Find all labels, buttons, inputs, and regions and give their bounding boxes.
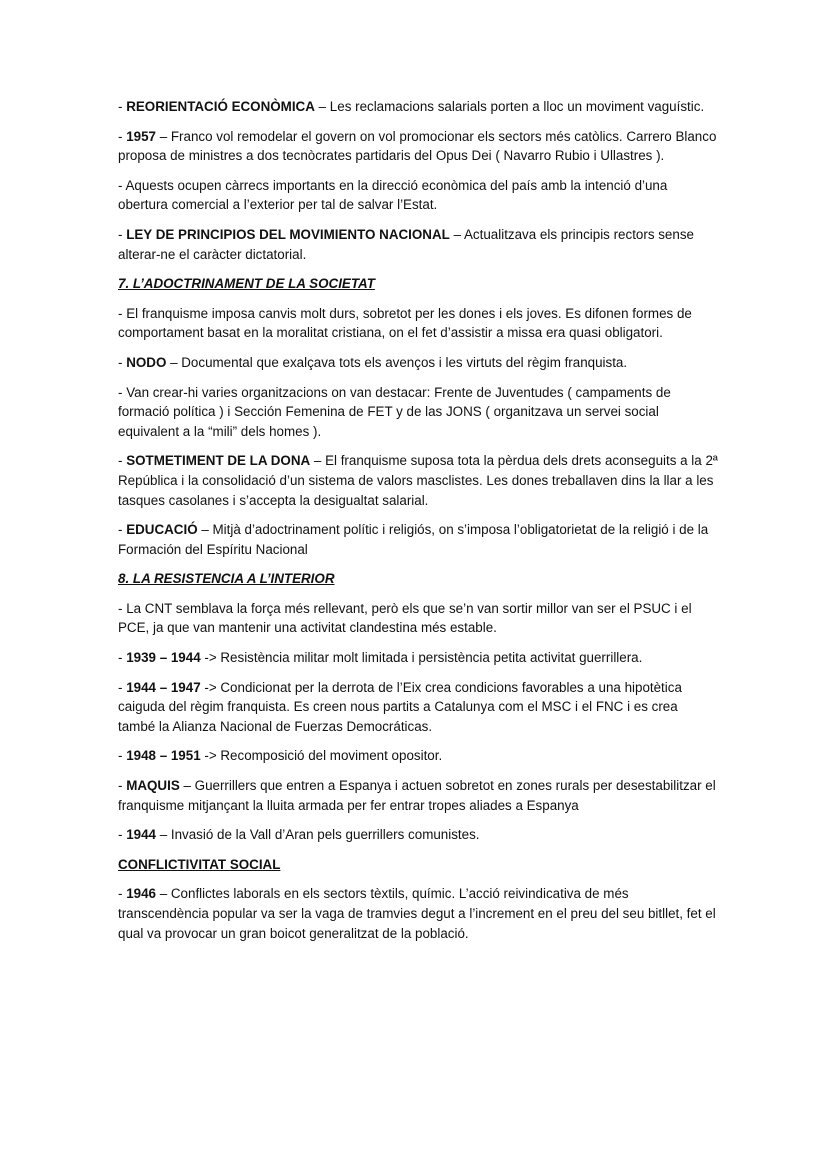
paragraph-text: Guerrillers que entren a Espanya i actuen sobretot en zones rurals per desestabilitzar el franquisme mitjançant la lluita armada per fer entrar tropes aliades a Espanya <box>118 778 716 813</box>
paragraph: - MAQUIS – Guerrillers que entren a Espanya i actuen sobretot en zones rurals per desestabilitzar el franquisme mitjançant la lluita armada per fer entrar tropes aliades a Espanya <box>118 778 716 813</box>
paragraph-term: EDUCACIÓ <box>126 522 198 538</box>
paragraph: - 1957 – Franco vol remodelar el govern on vol promocionar els sectors més catòlics. Carrero Blanco proposa de ministres a dos tecnòcrates partidaris del Opus Dei ( Navarro Rubio i Ullastres ). <box>118 128 717 164</box>
paragraph: - Van crear-hi varies organitzacions on van destacar: Frente de Juventudes ( campaments de formació política ) i Sección Femenina de FET y de las JONS ( organitzava un servei social equivalent a la “mili” dels homes ). <box>118 384 671 439</box>
paragraph-term: 1944 – 1947 <box>126 679 201 695</box>
document-page <box>118 97 718 953</box>
paragraph-text: Mitjà d’adoctrinament polític i religiós, on s’imposa l’obligatorietat de la religió i de la Formación del Espíritu Nacional <box>118 522 709 557</box>
paragraph-term: 1946 <box>126 886 156 902</box>
paragraph-separator: – <box>179 778 195 794</box>
paragraph-separator: – <box>155 886 171 902</box>
paragraph: - REORIENTACIÓ ECONÒMICA – Les reclamacions salarials porten a lloc un moviment vaguístic. <box>118 99 705 114</box>
paragraph: - El franquisme imposa canvis molt durs, sobretot per les dones i els joves. Es difonen formes de comportament basat en la moralitat cristiana, on el fet d’assistir a missa era quasi obligatori. <box>118 305 692 341</box>
paragraph-text: Resistència militar molt limitada i persistència petita activitat guerrillera. <box>220 650 643 666</box>
paragraph-text: La CNT semblava la força més rellevant, però els que se’n van sortir millor van ser el PSUC i el PCE, ja que van mantenir una activitat clandestina més estable. <box>118 600 692 636</box>
paragraph-separator: – <box>155 827 171 843</box>
paragraph-text: Van crear-hi varies organitzacions on van destacar: Frente de Juventudes ( campaments de formació política ) i Sección Femenina de FET y de las JONS ( organitzava un servei social equivalent a la “mili” dels homes ). <box>118 384 671 439</box>
paragraph: - Aquests ocupen càrrecs importants en la direcció econòmica del país amb la intenció d’una obertura comercial a l’exterior per tal de salvar l’Estat. <box>118 177 668 213</box>
paragraph-text: Recomposició del moviment opositor. <box>220 748 443 764</box>
paragraph: - 1944 – 1947 -> Condicionat per la derrota de l’Eix crea condicions favorables a una hipotètica caiguda del règim franquista. Es creen nous partits a Catalunya com el MSC i el FNC i es crea també la Alianza Nacional de Fuerzas Democráticas. <box>118 679 682 734</box>
paragraph-text: Franco vol remodelar el govern on vol promocionar els sectors més catòlics. Carrero Blanco proposa de ministres a dos tecnòcrates partidaris del Opus Dei ( Navarro Rubio i Ullastres ). <box>118 128 717 164</box>
paragraph-separator: – <box>310 453 326 469</box>
paragraph-text: Les reclamacions salarials porten a lloc un moviment vaguístic. <box>329 99 705 114</box>
paragraph-text: El franquisme suposa tota la pèrdua dels drets aconseguits a la 2ª República i la consolidació d’un sistema de valors masclistes. Les dones treballaven dins la llar a les tasques casolanes i s’accepta la desigualtat salarial. <box>118 453 718 508</box>
paragraph-text: Conflictes laborals en els sectors tèxtils, químic. L’acció reivindicativa de més transcendència popular va ser la vaga de tramvies degut a l’increment en el preu del seu bitllet, fet el qual va provocar un gran boicot generalitzat de la població. <box>118 886 716 941</box>
paragraph-term: 1939 – 1944 <box>126 650 201 666</box>
paragraph-text: Invasió de la Vall d’Aran pels guerrillers comunistes. <box>170 827 480 843</box>
paragraph-term: NODO <box>126 354 167 370</box>
paragraph-separator: – <box>166 354 182 370</box>
paragraph-term: 1957 <box>126 128 156 144</box>
paragraph-text: Actualitzava els principis rectors sense alterar-ne el caràcter dictatorial. <box>118 226 694 262</box>
paragraph: - 1948 – 1951 -> Recomposició del moviment opositor. <box>118 748 443 764</box>
paragraph-text: Documental que exalçava tots els avenços i les virtuts del règim franquista. <box>181 354 628 370</box>
paragraph: - 1939 – 1944 -> Resistència militar molt limitada i persistència petita activitat guerrillera. <box>118 650 643 666</box>
paragraph-separator: – <box>314 99 330 114</box>
paragraph: - SOTMETIMENT DE LA DONA – El franquisme suposa tota la pèrdua dels drets aconseguits a la 2ª República i la consolidació d’un sistema de valors masclistes. Les dones treballaven dins la llar a les tasques casolanes i s’accepta la desigualtat salarial. <box>118 453 718 508</box>
paragraph-term: 1944 <box>126 827 156 843</box>
paragraph-separator: -> <box>200 650 221 666</box>
section-heading: 7. L’ADOCTRINAMENT DE LA SOCIETAT <box>118 276 375 292</box>
paragraph: - EDUCACIÓ – Mitjà d’adoctrinament polític i religiós, on s’imposa l’obligatorietat de la religió i de la Formación del Espíritu Nacional <box>118 522 709 557</box>
section-heading: CONFLICTIVITAT SOCIAL <box>118 856 281 872</box>
paragraph-term: LEY DE PRINCIPIOS DEL MOVIMIENTO NACIONAL <box>126 226 450 242</box>
paragraph: - LEY DE PRINCIPIOS DEL MOVIMIENTO NACIONAL – Actualitzava els principis rectors sense alterar-ne el caràcter dictatorial. <box>118 226 694 262</box>
paragraph-separator: -> <box>200 748 221 764</box>
paragraph-separator: – <box>449 226 464 242</box>
paragraph-term: MAQUIS <box>126 778 180 794</box>
paragraph: - 1944 – Invasió de la Vall d’Aran pels guerrillers comunistes. <box>118 827 480 843</box>
paragraph-separator: – <box>197 522 213 538</box>
paragraph: - La CNT semblava la força més rellevant, però els que se’n van sortir millor van ser el PSUC i el PCE, ja que van mantenir una activitat clandestina més estable. <box>118 600 692 636</box>
paragraph-term: REORIENTACIÓ ECONÒMICA <box>126 99 315 114</box>
paragraph-separator: -> <box>200 679 221 695</box>
section-heading: 8. LA RESISTENCIA A L’INTERIOR <box>118 571 335 587</box>
paragraph-text: El franquisme imposa canvis molt durs, sobretot per les dones i els joves. Es difonen formes de comportament basat en la moralitat cristiana, on el fet d’assistir a missa era quasi obligatori. <box>118 305 692 341</box>
paragraph-term: 1948 – 1951 <box>126 748 201 764</box>
paragraph-separator: – <box>155 128 171 144</box>
paragraph: - 1946 – Conflictes laborals en els sectors tèxtils, químic. L’acció reivindicativa de més transcendència popular va ser la vaga de tramvies degut a l’increment en el preu del seu bitllet, fet el qual va provocar un gran boicot generalitzat de la població. <box>118 886 716 941</box>
paragraph-text: Condicionat per la derrota de l’Eix crea condicions favorables a una hipotètica caiguda del règim franquista. Es creen nous partits a Catalunya com el MSC i el FNC i es crea també la Alianza Nacional de Fuerzas Democráticas. <box>118 679 682 734</box>
paragraph-term: SOTMETIMENT DE LA DONA <box>126 453 311 469</box>
paragraph-text: Aquests ocupen càrrecs importants en la direcció econòmica del país amb la intenció d’una obertura comercial a l’exterior per tal de salvar l’Estat. <box>118 177 668 213</box>
paragraph: - NODO – Documental que exalçava tots els avenços i les virtuts del règim franquista. <box>118 354 628 370</box>
